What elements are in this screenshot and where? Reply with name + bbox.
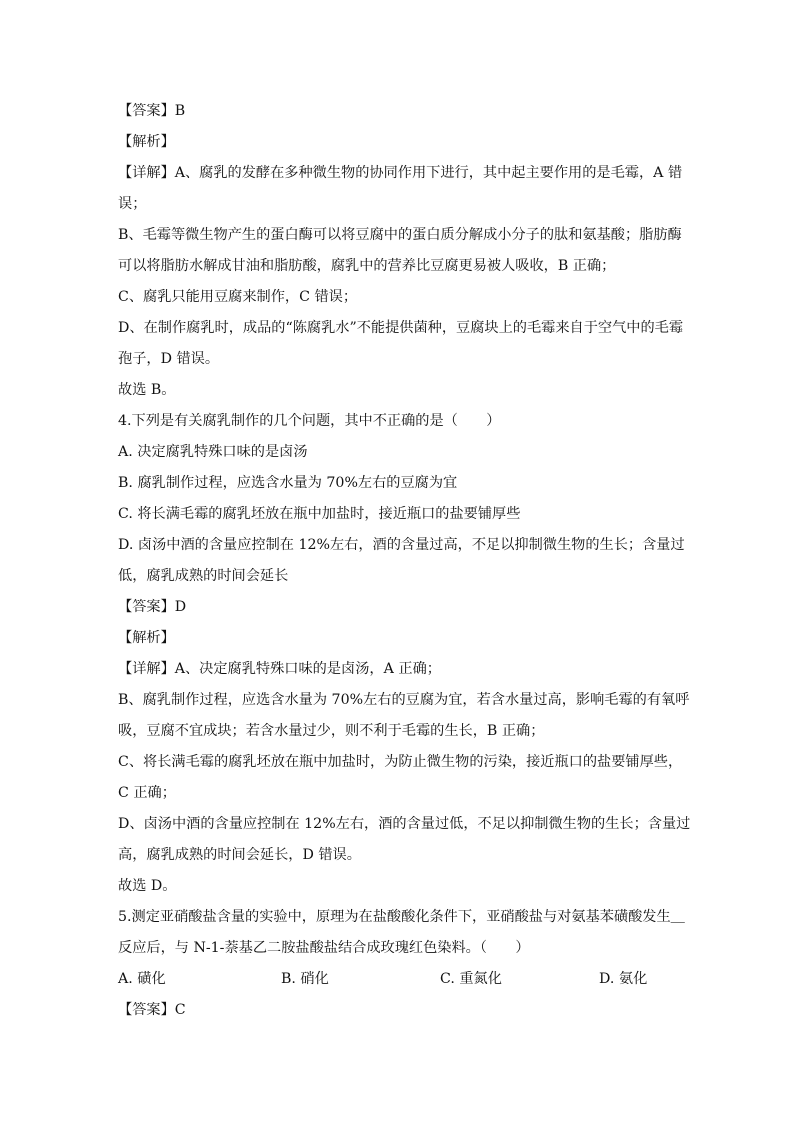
q4-analysis-line: D、卤汤中酒的含量应控制在 12%左右，酒的含量过低，不足以抑制微生物的生长；含量过 bbox=[118, 816, 691, 832]
q3-answer: 【答案】B bbox=[118, 103, 186, 119]
q3-analysis-line: 误； bbox=[118, 196, 147, 212]
q3-analysis-line: 孢子，D 错误。 bbox=[118, 351, 220, 367]
q5-stem-continued: 反应后，与 N-1-萘基乙二胺盐酸盐结合成玫瑰红色染料。（ ） bbox=[118, 940, 530, 956]
q5-stem: 5.测定亚硝酸盐含量的实验中，原理为在盐酸酸化条件下，亚硝酸盐与对氨基苯磺酸发生＿ bbox=[118, 909, 685, 925]
q3-analysis-line: 可以将脂肪水解成甘油和脂肪酸，腐乳中的营养比豆腐更易被人吸收，B 正确； bbox=[118, 258, 616, 274]
q4-option-b: B. 腐乳制作过程，应选含水量为 70%左右的豆腐为宜 bbox=[118, 475, 458, 491]
q4-analysis-line: 吸，豆腐不宜成块；若含水量过少，则不利于毛霉的生长，B 正确； bbox=[118, 723, 545, 739]
q4-option-d-continued: 低，腐乳成熟的时间会延长 bbox=[118, 568, 289, 584]
q5-answer: 【答案】C bbox=[118, 1002, 186, 1018]
q5-option-b: B. 硝化 bbox=[280, 971, 329, 987]
q4-conclusion: 故选 D。 bbox=[118, 878, 177, 894]
q4-option-d: D. 卤汤中酒的含量应控制在 12%左右，酒的含量过高，不足以抑制微生物的生长；含量过 bbox=[118, 537, 685, 553]
q5-option-a: A. 磺化 bbox=[118, 971, 166, 987]
q3-analysis-line: B、毛霉等微生物产生的蛋白酶可以将豆腐中的蛋白质分解成小分子的肽和氨基酸；脂肪酶 bbox=[118, 227, 682, 243]
q5-option-c: C. 重氮化 bbox=[439, 971, 502, 987]
q4-answer: 【答案】D bbox=[118, 599, 187, 615]
q5-options bbox=[118, 964, 678, 995]
q3-analysis-line: D、在制作腐乳时，成品的“陈腐乳水”不能提供菌种，豆腐块上的毛霉来自于空气中的毛霉 bbox=[118, 320, 684, 336]
q3-analysis-line: C、腐乳只能用豆腐来制作，C 错误； bbox=[118, 289, 358, 305]
q5-option-d: D. 氨化 bbox=[599, 971, 648, 987]
q3-analysis-title: 【解析】 bbox=[118, 134, 175, 150]
q4-analysis-line: 高，腐乳成熟的时间会延长，D 错误。 bbox=[118, 847, 361, 863]
q4-analysis-line: C、将长满毛霉的腐乳坯放在瓶中加盐时，为防止微生物的污染，接近瓶口的盐要铺厚些， bbox=[118, 754, 683, 770]
q4-option-c: C. 将长满毛霉的腐乳坯放在瓶中加盐时，接近瓶口的盐要铺厚些 bbox=[118, 506, 521, 522]
q3-conclusion: 故选 B。 bbox=[118, 382, 176, 398]
q4-analysis-line: 【详解】A、决定腐乳特殊口味的是卤汤，A 正确； bbox=[118, 661, 441, 677]
q4-option-a: A. 决定腐乳特殊口味的是卤汤 bbox=[118, 444, 308, 460]
q4-stem: 4.下列是有关腐乳制作的几个问题，其中不正确的是（ ） bbox=[118, 413, 501, 429]
document-page bbox=[118, 96, 691, 1026]
q4-analysis-line: C 正确； bbox=[118, 785, 176, 801]
q3-analysis-line: 【详解】A、腐乳的发酵在多种微生物的协同作用下进行，其中起主要作用的是毛霉，A 错 bbox=[118, 165, 683, 181]
q4-analysis-line: B、腐乳制作过程，应选含水量为 70%左右的豆腐为宜，若含水量过高，影响毛霉的有氧呼 bbox=[118, 692, 690, 708]
q4-analysis-title: 【解析】 bbox=[118, 630, 175, 646]
